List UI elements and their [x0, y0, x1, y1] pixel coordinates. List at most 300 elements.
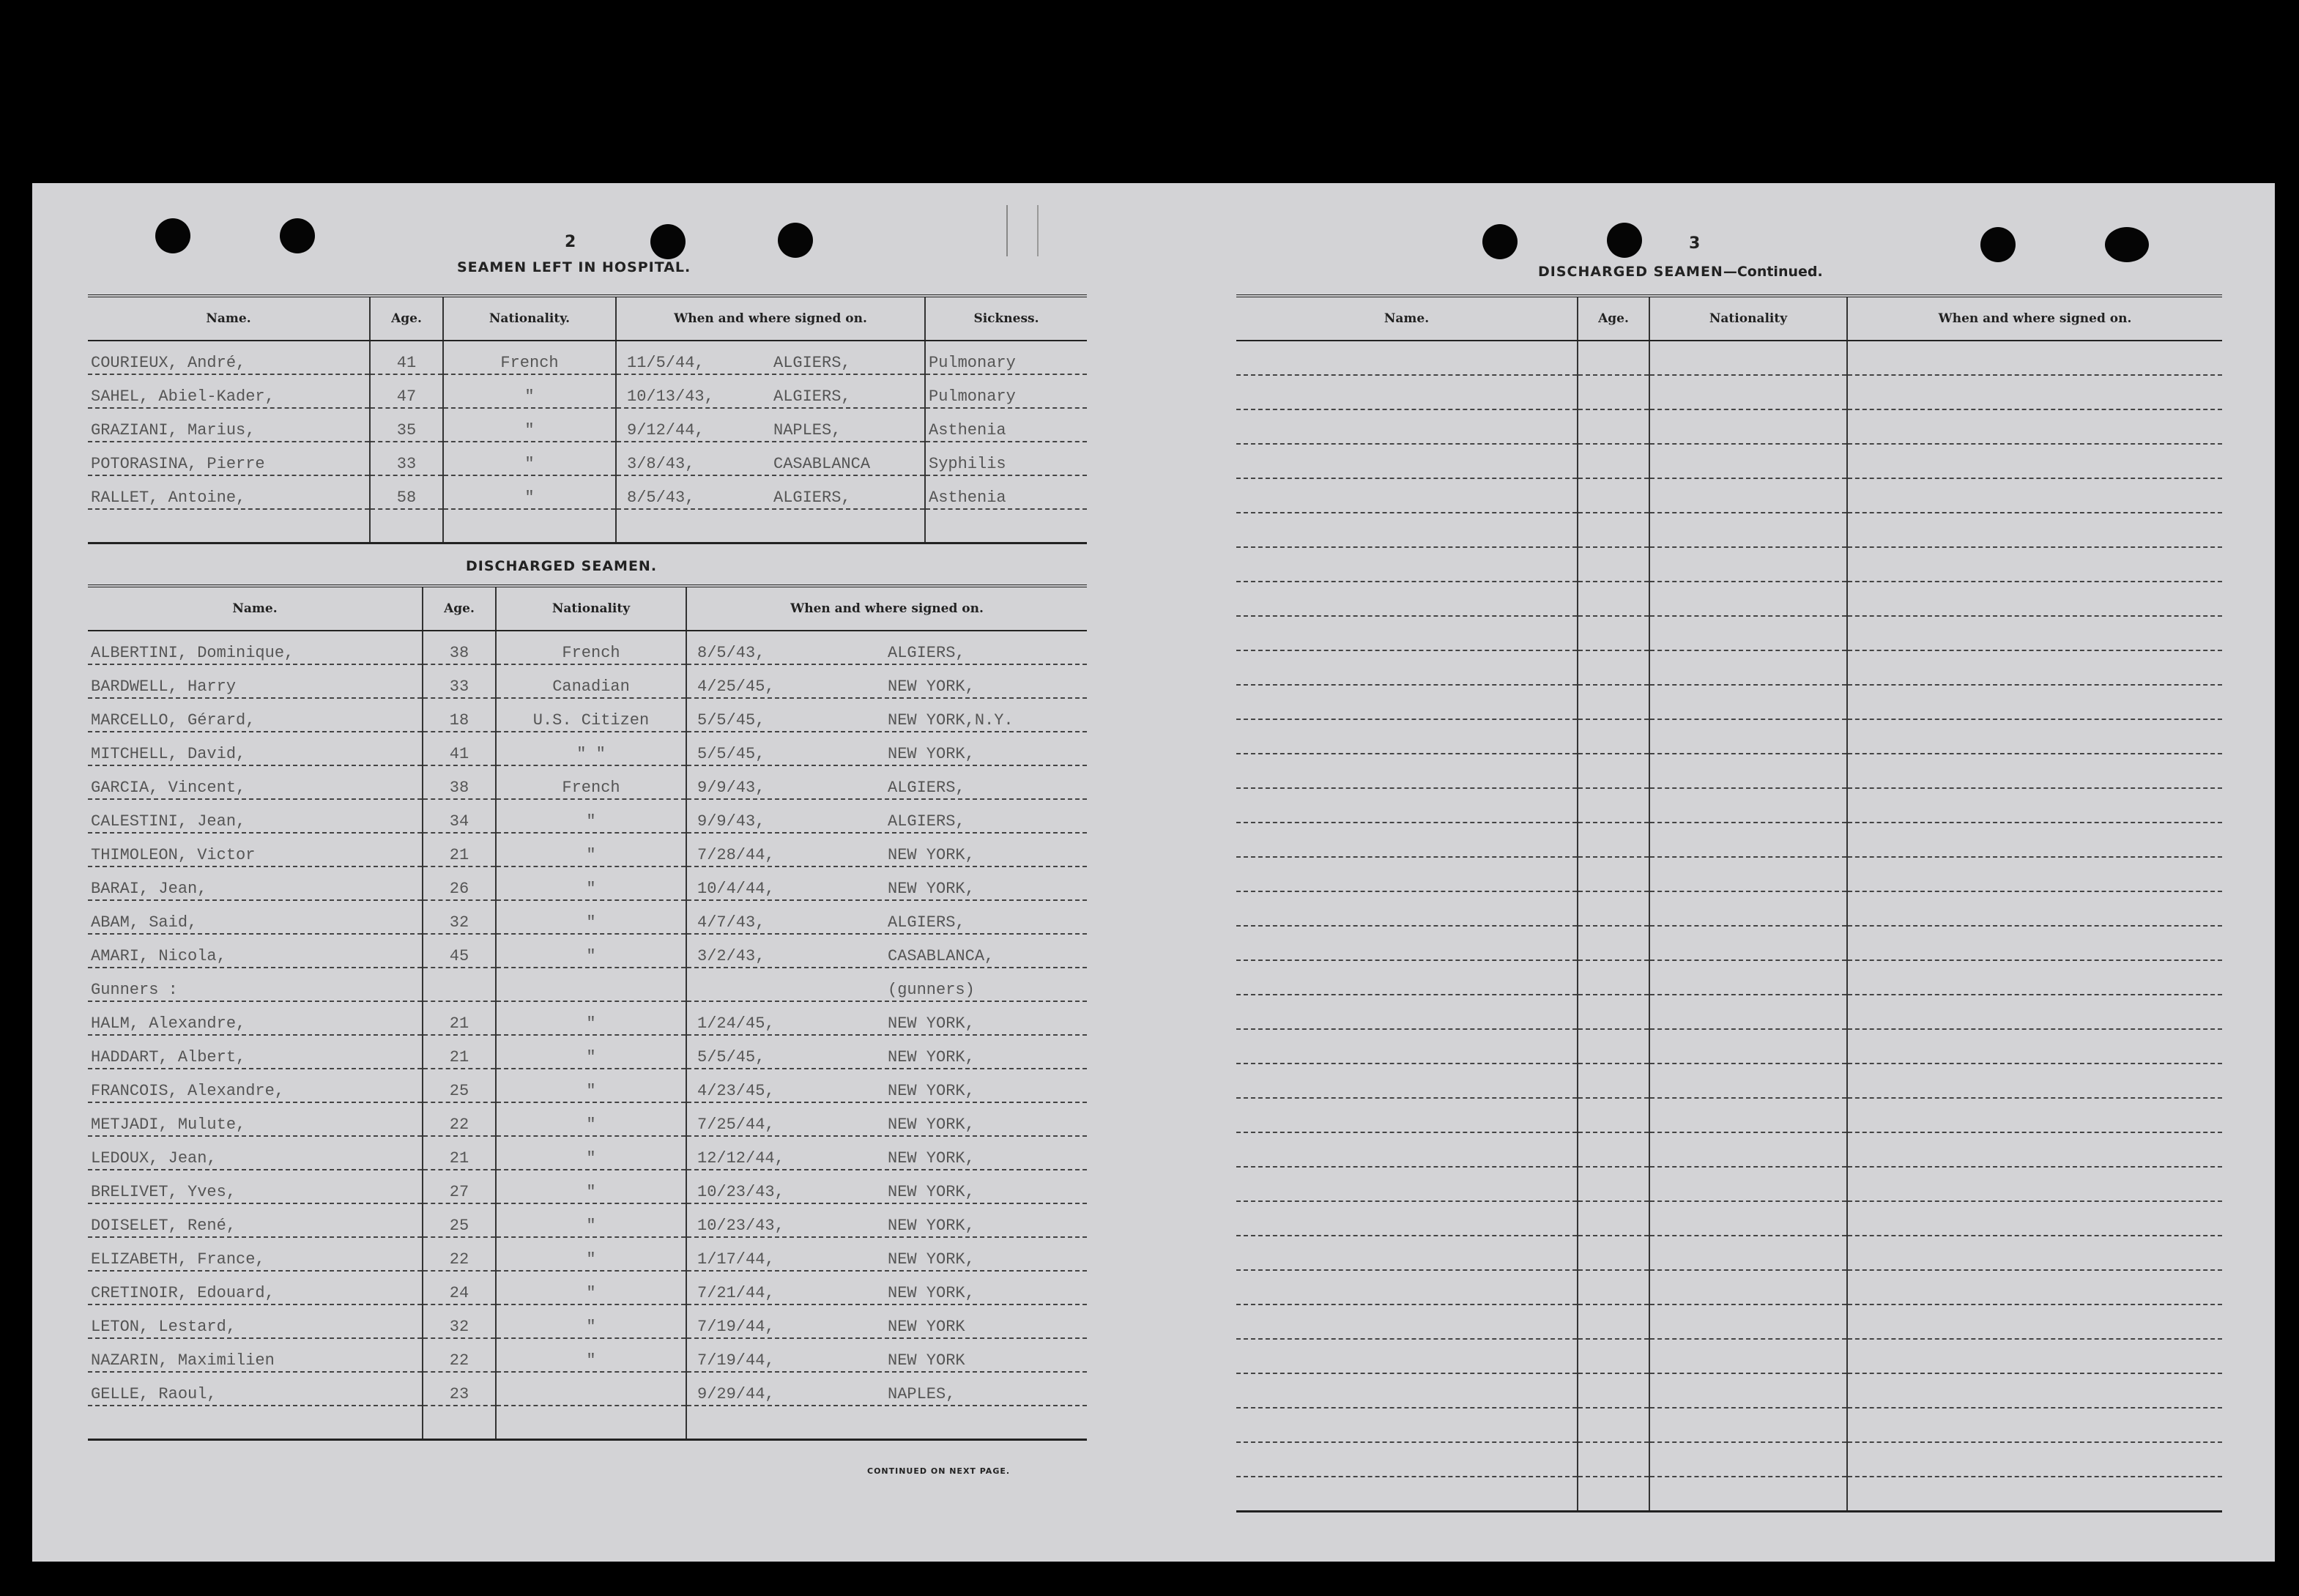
table-row	[1236, 513, 2222, 547]
column-header-nationality: Nationality	[496, 586, 686, 631]
seaman-age: 22	[423, 1102, 496, 1136]
signed-on	[686, 698, 1087, 732]
seaman-age: 35	[370, 408, 443, 442]
signed-on-date: 9/29/44,	[697, 1385, 775, 1403]
blank-cell	[1236, 1408, 1578, 1442]
seaman-name: THIMOLEON, Victor	[88, 833, 423, 866]
table-row	[1236, 375, 2222, 409]
blank-cell	[1578, 478, 1649, 513]
seaman-nationality: U.S. Citizen	[496, 698, 686, 732]
blank-cell	[1847, 857, 2222, 891]
blank-cell	[1578, 1236, 1649, 1270]
seaman-age	[423, 968, 496, 1001]
blank-cell	[1847, 960, 2222, 995]
seaman-name: BARAI, Jean,	[88, 866, 423, 900]
table-row	[88, 1170, 1087, 1203]
seaman-age: 33	[370, 442, 443, 475]
table-row	[1236, 1477, 2222, 1512]
table-row	[1236, 960, 2222, 995]
blank-cell	[1649, 375, 1847, 409]
seaman-name: POTORASINA, Pierre	[88, 442, 370, 475]
seaman-name: BARDWELL, Harry	[88, 664, 423, 698]
blank-cell	[1578, 857, 1649, 891]
signed-on-place: NEW YORK,	[888, 1183, 975, 1201]
column-header-age: Age.	[370, 296, 443, 341]
blank-cell	[1847, 582, 2222, 616]
column-header-name: Name.	[1236, 296, 1578, 341]
signed-on-date: 4/7/43,	[697, 913, 765, 932]
blank-cell	[1649, 1304, 1847, 1339]
signed-on-place: NEW YORK,	[888, 1284, 975, 1302]
blank-cell	[1649, 1064, 1847, 1098]
signed-on	[686, 765, 1087, 799]
signed-on-date: 10/13/43,	[627, 387, 714, 406]
blank-cell	[1578, 1339, 1649, 1373]
blank-cell	[1847, 1442, 2222, 1477]
signed-on-place: ALGIERS,	[888, 644, 965, 662]
signed-on	[686, 1237, 1087, 1271]
blank-cell	[1847, 754, 2222, 788]
seaman-nationality: "	[496, 934, 686, 968]
signed-on	[616, 341, 925, 374]
blank-cell	[1847, 444, 2222, 478]
table-row	[1236, 1132, 2222, 1167]
column-header-name: Name.	[88, 296, 370, 341]
continued-heading	[1538, 264, 1823, 280]
signed-on-date: 7/19/44,	[697, 1318, 775, 1336]
blank-cell	[1847, 1408, 2222, 1442]
seaman-age: 45	[423, 934, 496, 968]
blank-cell	[1649, 788, 1847, 823]
seaman-nationality	[496, 1372, 686, 1406]
signed-on-place: ALGIERS,	[773, 489, 851, 507]
signed-on-date: 12/12/44,	[697, 1149, 784, 1168]
blank-cell	[1236, 995, 1578, 1029]
signed-on-place: (gunners)	[888, 981, 975, 999]
seaman-nationality: "	[496, 866, 686, 900]
signed-on-place: NAPLES,	[773, 421, 842, 439]
seaman-age: 21	[423, 833, 496, 866]
blank-cell	[1847, 823, 2222, 857]
blank-cell	[1578, 650, 1649, 685]
blank-cell	[1847, 478, 2222, 513]
signed-on	[616, 408, 925, 442]
seaman-nationality: "	[496, 1001, 686, 1035]
seaman-age: 47	[370, 374, 443, 408]
signed-on-date: 10/23/43,	[697, 1217, 784, 1235]
signed-on-place: ALGIERS,	[888, 779, 965, 797]
seaman-name: CALESTINI, Jean,	[88, 799, 423, 833]
seaman-name: BRELIVET, Yves,	[88, 1170, 423, 1203]
blank-cell	[370, 509, 443, 543]
signed-on	[686, 1102, 1087, 1136]
signed-on-date: 7/19/44,	[697, 1351, 775, 1370]
hospital-rows	[88, 341, 1087, 543]
seaman-age: 58	[370, 475, 443, 509]
signed-on-place: CASABLANCA	[773, 455, 871, 473]
signed-on-place: NEW YORK,	[888, 1250, 975, 1269]
blank-cell	[1236, 409, 1578, 444]
table-row	[1236, 1270, 2222, 1304]
seaman-age: 21	[423, 1035, 496, 1069]
page-number: 3	[1689, 234, 1701, 253]
signed-on-place: NEW YORK,	[888, 1082, 975, 1100]
table-row	[88, 664, 1087, 698]
blank-cell	[1236, 1270, 1578, 1304]
seaman-name: COURIEUX, André,	[88, 341, 370, 374]
continued-rows	[1236, 341, 2222, 1512]
table-row	[1236, 444, 2222, 478]
signed-on	[686, 1136, 1087, 1170]
table-row	[88, 509, 1087, 543]
blank-cell	[1847, 1373, 2222, 1408]
blank-cell	[1649, 616, 1847, 650]
column-header-sickness: Sickness.	[925, 296, 1087, 341]
signed-on-place: NEW YORK,	[888, 1014, 975, 1033]
seaman-nationality: "	[443, 408, 616, 442]
seaman-nationality: "	[496, 1035, 686, 1069]
seaman-name: GARCIA, Vincent,	[88, 765, 423, 799]
seaman-age: 22	[423, 1237, 496, 1271]
blank-cell	[1649, 857, 1847, 891]
signed-on	[686, 900, 1087, 934]
blank-cell	[1236, 960, 1578, 995]
signed-on	[686, 934, 1087, 968]
table-row	[88, 1304, 1087, 1338]
signed-on	[686, 1304, 1087, 1338]
blank-cell	[1236, 1373, 1578, 1408]
table-row	[1236, 1098, 2222, 1132]
blank-cell	[1649, 1408, 1847, 1442]
seaman-age: 25	[423, 1069, 496, 1102]
blank-cell	[1236, 582, 1578, 616]
seaman-nationality: "	[496, 1136, 686, 1170]
signed-on-place: ALGIERS,	[888, 913, 965, 932]
signed-on	[686, 968, 1087, 1001]
table-row	[88, 374, 1087, 408]
column-header-signed-on: When and where signed on.	[1847, 296, 2222, 341]
blank-cell	[1649, 341, 1847, 375]
signed-on	[686, 631, 1087, 664]
seaman-nationality: French	[496, 765, 686, 799]
signed-on-place: NEW YORK,	[888, 678, 975, 696]
signed-on	[686, 1406, 1087, 1440]
blank-cell	[1847, 616, 2222, 650]
seaman-name: ABAM, Said,	[88, 900, 423, 934]
seaman-nationality: "	[496, 1069, 686, 1102]
seaman-age: 32	[423, 1304, 496, 1338]
signed-on-place: NEW YORK,N.Y.	[888, 711, 1014, 730]
blank-cell	[1847, 1270, 2222, 1304]
blank-cell	[1236, 1339, 1578, 1373]
sickness: Asthenia	[925, 408, 1087, 442]
blank-cell	[1847, 719, 2222, 754]
blank-cell	[1847, 685, 2222, 719]
seaman-age: 22	[423, 1338, 496, 1372]
blank-cell	[1847, 375, 2222, 409]
seaman-name: AMARI, Nicola,	[88, 934, 423, 968]
seaman-nationality: French	[496, 631, 686, 664]
sickness: Syphilis	[925, 442, 1087, 475]
hospital-heading: SEAMEN LEFT IN HOSPITAL.	[457, 259, 691, 275]
signed-on-date: 1/17/44,	[697, 1250, 775, 1269]
blank-cell	[1578, 409, 1649, 444]
blank-cell	[1578, 341, 1649, 375]
table-row	[88, 1102, 1087, 1136]
seaman-name: CRETINOIR, Edouard,	[88, 1271, 423, 1304]
blank-cell	[1236, 547, 1578, 582]
table-row	[1236, 1408, 2222, 1442]
blank-cell	[1236, 1477, 1578, 1512]
blank-cell	[1649, 1236, 1847, 1270]
table-row	[1236, 341, 2222, 375]
signed-on-place: NEW YORK,	[888, 880, 975, 898]
signed-on-date: 5/5/45,	[697, 711, 765, 730]
seaman-name: Gunners :	[88, 968, 423, 1001]
table-row	[1236, 719, 2222, 754]
table-row	[88, 408, 1087, 442]
table-row	[88, 833, 1087, 866]
table-row	[1236, 995, 2222, 1029]
table-row	[1236, 478, 2222, 513]
blank-cell	[1236, 650, 1578, 685]
blank-cell	[1847, 341, 2222, 375]
seaman-nationality: "	[496, 799, 686, 833]
discharged-rows	[88, 631, 1087, 1440]
signed-on-date: 3/8/43,	[627, 455, 695, 473]
blank-cell	[1649, 1167, 1847, 1201]
blank-cell	[1236, 1132, 1578, 1167]
blank-cell	[1236, 754, 1578, 788]
blank-cell	[1236, 1442, 1578, 1477]
blank-cell	[1578, 1064, 1649, 1098]
table-row	[1236, 1442, 2222, 1477]
blank-cell	[1847, 1339, 2222, 1373]
signed-on-place: ALGIERS,	[773, 354, 851, 372]
signed-on-date: 11/5/44,	[627, 354, 705, 372]
seaman-name: RALLET, Antoine,	[88, 475, 370, 509]
column-header-age: Age.	[423, 586, 496, 631]
table-row	[1236, 616, 2222, 650]
continued-table	[1236, 294, 2222, 1513]
blank-cell	[1847, 1236, 2222, 1270]
signed-on-date: 9/9/43,	[697, 812, 765, 831]
blank-cell	[1236, 685, 1578, 719]
signed-on-place: CASABLANCA,	[888, 947, 995, 965]
signed-on-date: 10/4/44,	[697, 880, 775, 898]
signed-on	[616, 442, 925, 475]
seaman-nationality: "	[496, 1170, 686, 1203]
blank-cell	[1236, 478, 1578, 513]
blank-cell	[1649, 1132, 1847, 1167]
table-row	[88, 1035, 1087, 1069]
signed-on-place: NEW YORK,	[888, 745, 975, 763]
signed-on-place: NEW YORK,	[888, 1048, 975, 1066]
blank-cell	[1578, 444, 1649, 478]
seaman-age: 27	[423, 1170, 496, 1203]
table-row	[1236, 857, 2222, 891]
table-row	[88, 1136, 1087, 1170]
blank-cell	[1236, 616, 1578, 650]
table-row	[1236, 1339, 2222, 1373]
signed-on-date: 10/23/43,	[697, 1183, 784, 1201]
blank-cell	[1649, 1201, 1847, 1236]
signed-on-place: NEW YORK	[888, 1318, 965, 1336]
table-row	[1236, 1304, 2222, 1339]
signed-on-date: 5/5/45,	[697, 745, 765, 763]
signed-on	[686, 1271, 1087, 1304]
blank-cell	[1578, 616, 1649, 650]
signed-on	[686, 1001, 1087, 1035]
blank-cell	[88, 509, 370, 543]
blank-cell	[1649, 995, 1847, 1029]
table-row	[88, 341, 1087, 374]
table-row	[1236, 1201, 2222, 1236]
blank-cell	[1578, 960, 1649, 995]
seaman-age: 21	[423, 1001, 496, 1035]
table-row	[1236, 685, 2222, 719]
blank-cell	[1649, 1098, 1847, 1132]
table-row	[88, 442, 1087, 475]
blank-cell	[1649, 960, 1847, 995]
seaman-age: 38	[423, 765, 496, 799]
blank-cell	[1847, 891, 2222, 926]
blank-cell	[1236, 1098, 1578, 1132]
blank-cell	[1236, 341, 1578, 375]
table-row	[88, 1069, 1087, 1102]
seaman-nationality: "	[496, 1304, 686, 1338]
sickness: Pulmonary	[925, 341, 1087, 374]
seaman-nationality: "	[443, 475, 616, 509]
table-row	[1236, 582, 2222, 616]
table-row	[88, 934, 1087, 968]
blank-cell	[1236, 1236, 1578, 1270]
seaman-age: 25	[423, 1203, 496, 1237]
blank-cell	[1236, 891, 1578, 926]
signed-on	[686, 1170, 1087, 1203]
table-row	[88, 1372, 1087, 1406]
continued-note: CONTINUED ON NEXT PAGE.	[867, 1466, 1011, 1476]
seaman-name: MITCHELL, David,	[88, 732, 423, 765]
seaman-name: LEDOUX, Jean,	[88, 1136, 423, 1170]
seaman-age: 32	[423, 900, 496, 934]
signed-on-date: 1/24/45,	[697, 1014, 775, 1033]
table-row	[1236, 1373, 2222, 1408]
column-header-signed-on: When and where signed on.	[616, 296, 925, 341]
blank-cell	[1236, 1029, 1578, 1064]
blank-cell	[1649, 650, 1847, 685]
blank-cell	[1578, 788, 1649, 823]
blank-cell	[1578, 1201, 1649, 1236]
blank-cell	[1649, 926, 1847, 960]
signed-on	[686, 1035, 1087, 1069]
table-row	[1236, 1029, 2222, 1064]
blank-cell	[1236, 719, 1578, 754]
signed-on-date: 8/5/43,	[697, 644, 765, 662]
seaman-name: HADDART, Albert,	[88, 1035, 423, 1069]
seaman-nationality: "	[496, 1203, 686, 1237]
blank-cell	[1578, 1132, 1649, 1167]
signed-on-date: 7/25/44,	[697, 1116, 775, 1134]
table-row	[88, 799, 1087, 833]
left-page	[32, 183, 1087, 1562]
blank-cell	[1847, 926, 2222, 960]
blank-cell	[1847, 995, 2222, 1029]
blank-cell	[1236, 444, 1578, 478]
blank-cell	[1649, 823, 1847, 857]
table-row	[88, 968, 1087, 1001]
seaman-nationality: "	[443, 374, 616, 408]
blank-cell	[1649, 1373, 1847, 1408]
seaman-age	[423, 1406, 496, 1440]
table-row	[88, 1271, 1087, 1304]
table-row	[1236, 1167, 2222, 1201]
table-row	[88, 866, 1087, 900]
seaman-age: 26	[423, 866, 496, 900]
signed-on-place: ALGIERS,	[773, 387, 851, 406]
seaman-name: ELIZABETH, France,	[88, 1237, 423, 1271]
blank-cell	[1847, 1304, 2222, 1339]
seaman-nationality: French	[443, 341, 616, 374]
page-number: 2	[565, 233, 576, 251]
signed-on-date: 7/21/44,	[697, 1284, 775, 1302]
signed-on-date: 4/25/45,	[697, 678, 775, 696]
blank-cell	[1578, 375, 1649, 409]
seaman-nationality: "	[496, 1102, 686, 1136]
blank-cell	[1236, 788, 1578, 823]
seaman-nationality	[496, 968, 686, 1001]
signed-on-place: ALGIERS,	[888, 812, 965, 831]
column-header-name: Name.	[88, 586, 423, 631]
seaman-age: 21	[423, 1136, 496, 1170]
blank-cell	[1649, 478, 1847, 513]
seaman-name: HALM, Alexandre,	[88, 1001, 423, 1035]
table-row	[88, 1001, 1087, 1035]
blank-cell	[1649, 1029, 1847, 1064]
seaman-age: 38	[423, 631, 496, 664]
right-page	[1189, 183, 2244, 1562]
blank-cell	[1649, 409, 1847, 444]
blank-cell	[1578, 995, 1649, 1029]
blank-cell	[1649, 1442, 1847, 1477]
seaman-nationality: " "	[496, 732, 686, 765]
table-row	[1236, 823, 2222, 857]
blank-cell	[1649, 582, 1847, 616]
blank-cell	[1578, 1373, 1649, 1408]
seaman-name: LETON, Lestard,	[88, 1304, 423, 1338]
blank-cell	[1236, 857, 1578, 891]
blank-cell	[1649, 719, 1847, 754]
seaman-age: 24	[423, 1271, 496, 1304]
blank-cell	[1236, 1167, 1578, 1201]
table-row	[88, 698, 1087, 732]
seaman-nationality: "	[496, 1338, 686, 1372]
blank-cell	[1649, 891, 1847, 926]
blank-cell	[1847, 1064, 2222, 1098]
blank-cell	[1847, 1029, 2222, 1064]
signed-on-date: 8/5/43,	[627, 489, 695, 507]
signed-on-place: NEW YORK,	[888, 846, 975, 864]
blank-cell	[1578, 1098, 1649, 1132]
blank-cell	[1578, 1270, 1649, 1304]
blank-cell	[1847, 409, 2222, 444]
blank-cell	[1578, 891, 1649, 926]
blank-cell	[1847, 547, 2222, 582]
seaman-nationality: "	[496, 1271, 686, 1304]
seaman-name: GRAZIANI, Marius,	[88, 408, 370, 442]
blank-cell	[1649, 444, 1847, 478]
seaman-name: DOISELET, René,	[88, 1203, 423, 1237]
